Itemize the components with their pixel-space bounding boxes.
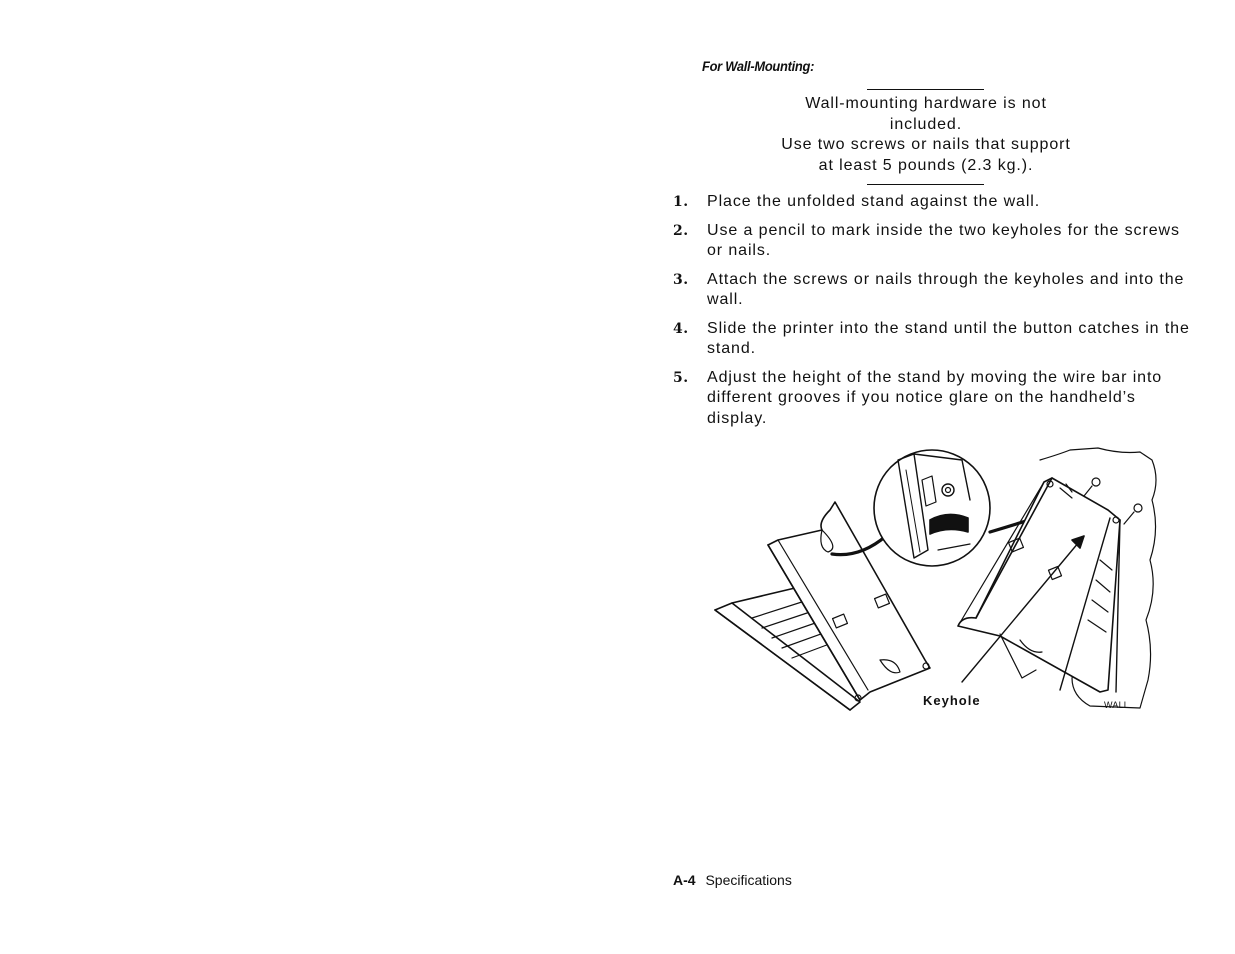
step-text: Slide the printer into the stand until the button catches in the stand.	[707, 319, 1190, 357]
step-item	[673, 192, 1193, 213]
wall-mount-illustration	[700, 440, 1180, 720]
note-line: included.	[889, 115, 963, 133]
wall-label: WALL	[1104, 700, 1129, 710]
step-text: Use a pencil to mark inside the two keyholes for the screws or nails.	[707, 221, 1180, 259]
step-number: 3.	[673, 271, 689, 288]
step-number: 2.	[673, 222, 689, 239]
step-number: 5.	[673, 369, 689, 386]
step-item	[673, 221, 1193, 262]
step-number: 4.	[673, 320, 689, 337]
step-text: Attach the screws or nails through the keyholes and into the wall.	[707, 270, 1185, 308]
section-heading: For Wall-Mounting:	[702, 58, 815, 74]
step-text: Adjust the height of the stand by moving the wire bar into different grooves if you notice glare on the handheld’s display.	[707, 368, 1163, 427]
note-line: Wall-mounting hardware is not	[805, 95, 1047, 112]
note-block	[750, 94, 1102, 176]
keyhole-detail-inset	[874, 450, 990, 566]
note-rule-top	[867, 89, 984, 90]
keyhole-callout: Keyhole	[923, 693, 981, 708]
note-line: at least 5 pounds (2.3 kg.).	[818, 156, 1034, 174]
note-rule-bottom	[867, 184, 984, 185]
page-number: A-4	[673, 872, 696, 888]
step-item	[673, 368, 1193, 430]
note-line: Use two screws or nails that support	[781, 136, 1071, 153]
step-item	[673, 319, 1193, 360]
step-text: Place the unfolded stand against the wall.	[707, 193, 1041, 210]
step-number: 1.	[673, 194, 689, 210]
steps-list	[673, 192, 1193, 437]
page-footer	[673, 872, 792, 888]
step-item	[673, 270, 1193, 311]
footer-section: Specifications	[705, 872, 792, 888]
